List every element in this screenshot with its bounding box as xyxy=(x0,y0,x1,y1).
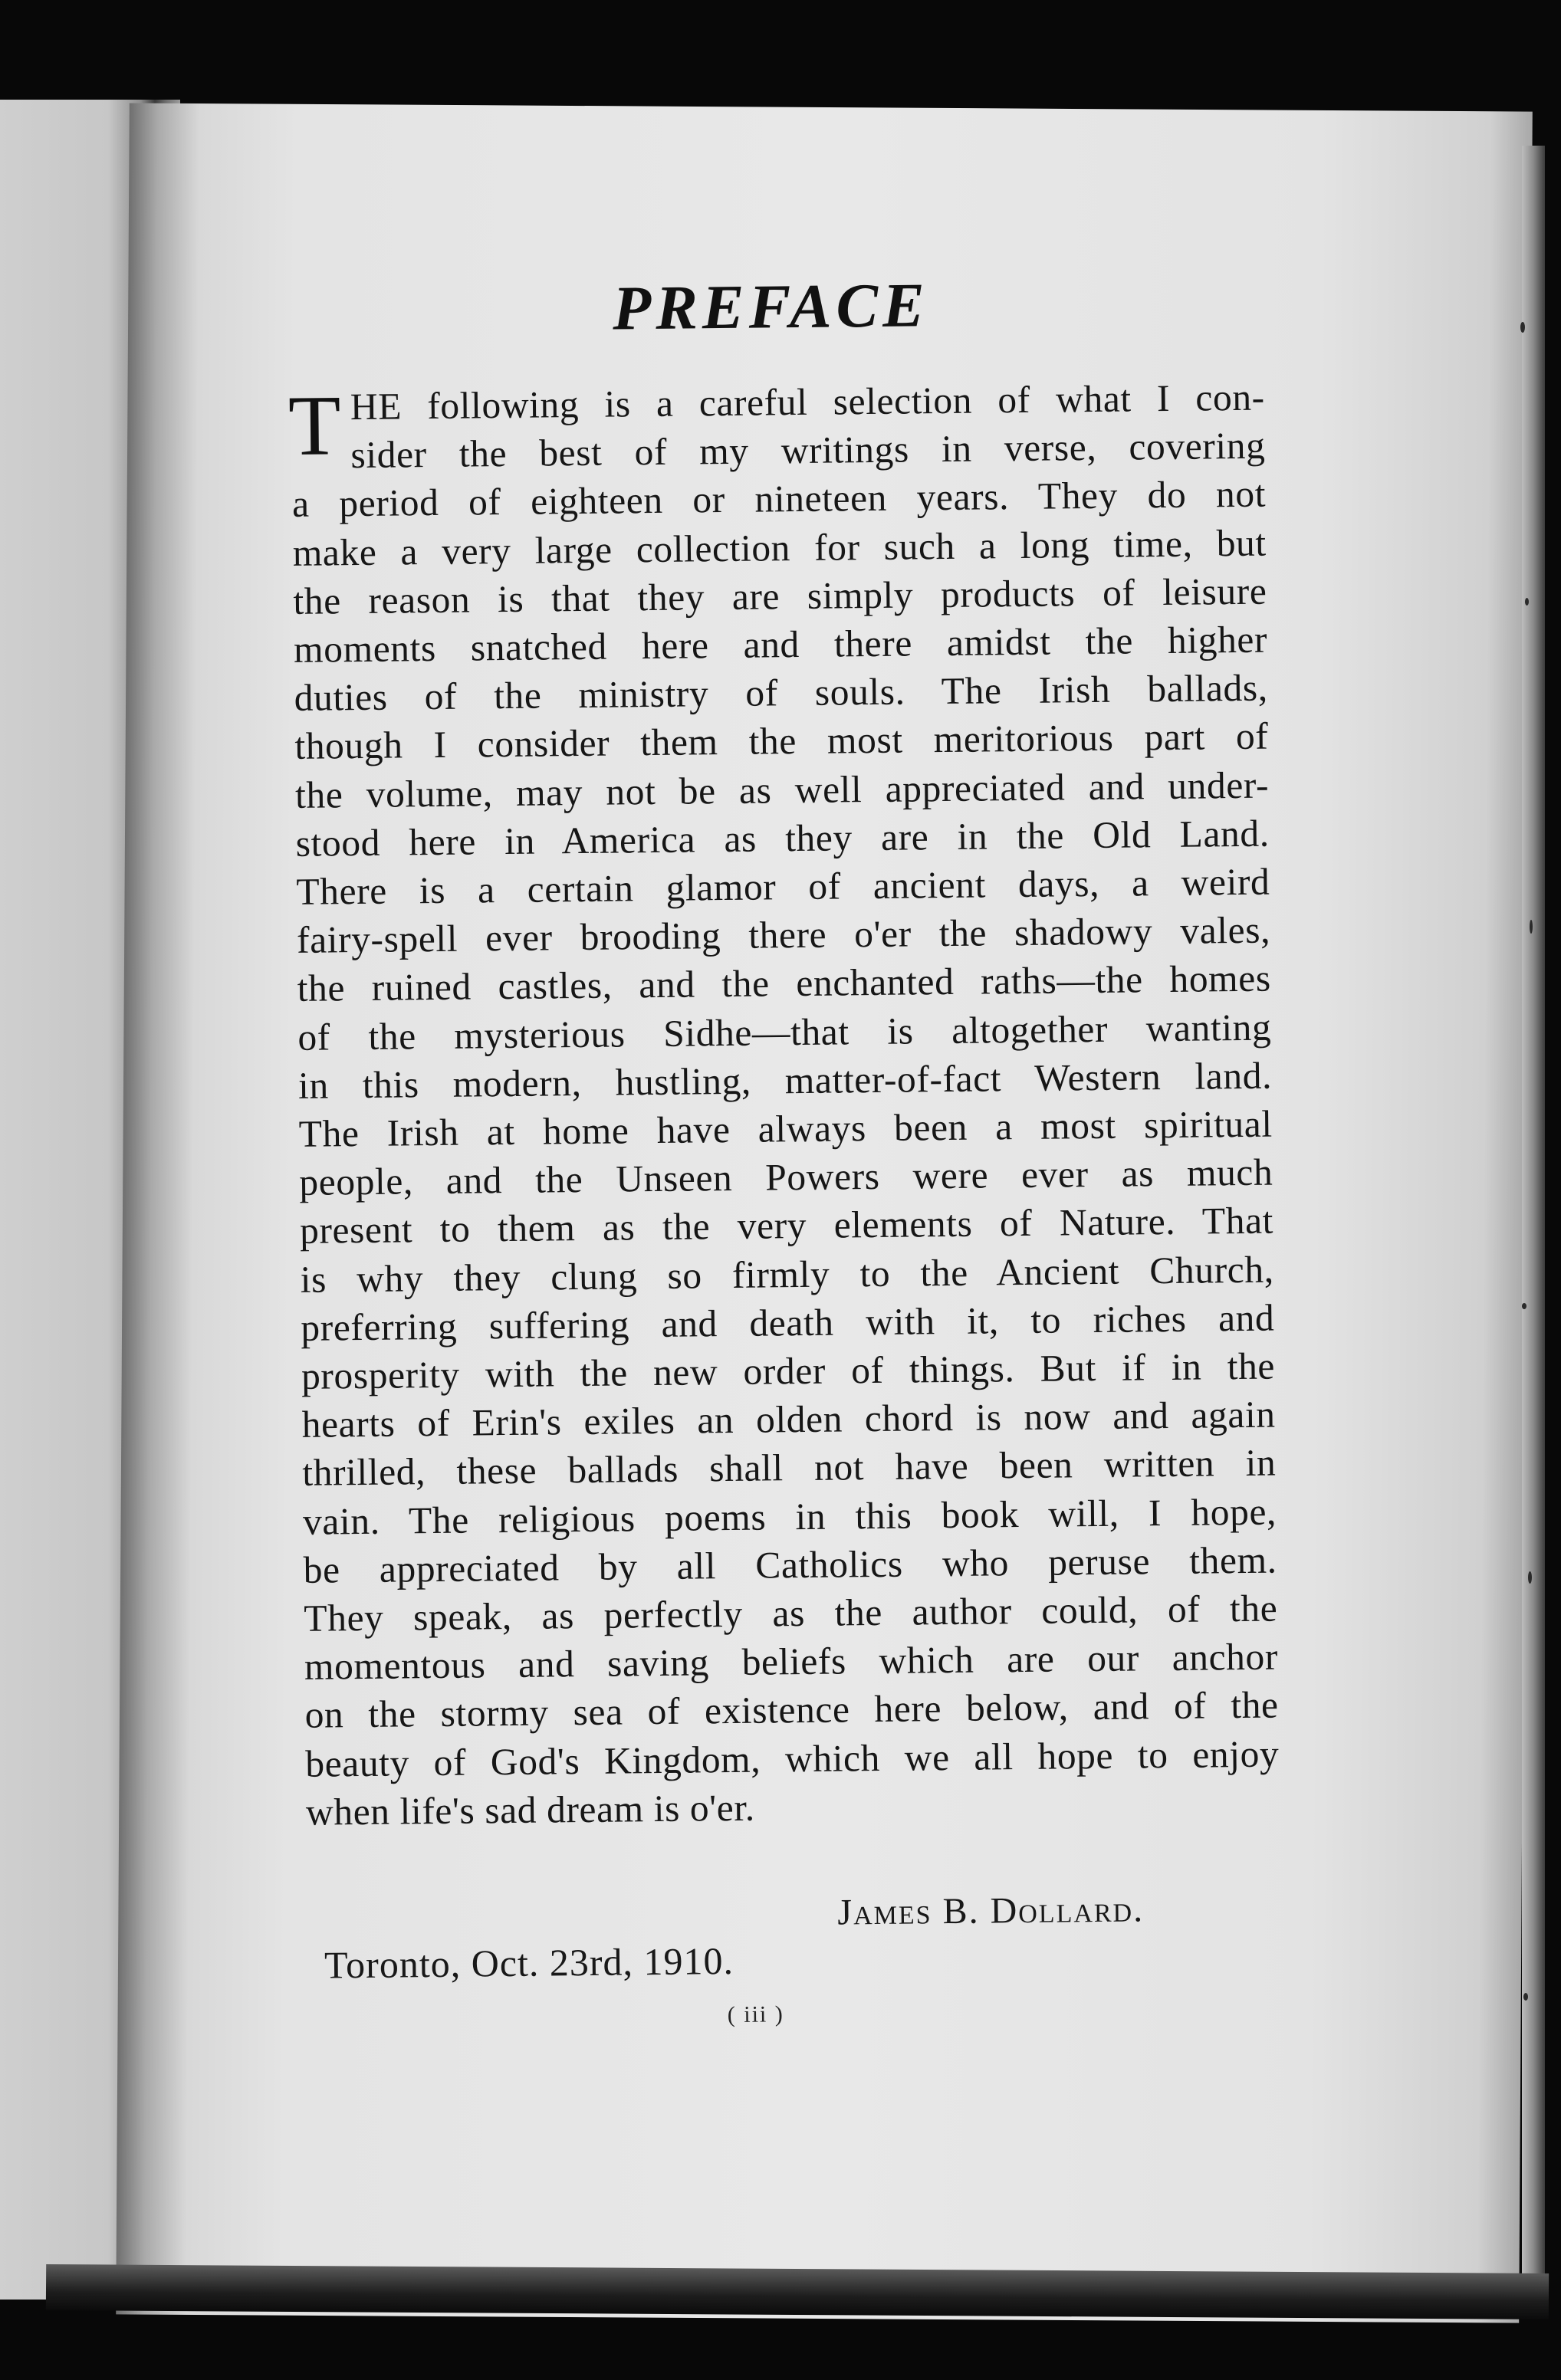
text-line: the reason is that they are simply products of leisure xyxy=(293,570,1267,622)
text-line: vain. The religious poems in this book will, I hope, xyxy=(302,1490,1277,1543)
text-line: prosperity with the new order of things. But if in the xyxy=(301,1344,1276,1397)
text-line: in this modern, hustling, matter-of-fact Western land. xyxy=(297,1054,1273,1107)
text-line: moments snatched here and there amidst the higher xyxy=(293,618,1268,671)
preface-body xyxy=(288,373,1280,1837)
text-line: thrilled, these ballads shall not have been written in xyxy=(302,1442,1277,1495)
page-bottom-edge xyxy=(46,2264,1549,2319)
text-line: present to them as the very elements of Nature. That xyxy=(299,1200,1274,1252)
scan-specks xyxy=(1514,230,1545,2300)
text-line-last: when life's sad dream is o'er. xyxy=(305,1786,755,1833)
page-title: PREFACE xyxy=(612,270,930,343)
text-line: duties of the ministry of souls. The Irish ballads, xyxy=(294,666,1268,720)
text-line: momentous and saving beliefs which are our anchor xyxy=(304,1635,1279,1689)
text-line: people, and the Unseen Powers were ever as much xyxy=(299,1151,1273,1204)
text-line: be appreciated by all Catholics who peruse them. xyxy=(303,1538,1277,1591)
text-line: though I consider them the most meritorious part of xyxy=(294,715,1269,768)
opening-paragraph-start xyxy=(288,373,1266,481)
text-line: on the stormy sea of existence here below, and of the xyxy=(304,1684,1279,1737)
text-line: is why they clung so firmly to the Ancient Church, xyxy=(300,1248,1274,1301)
author-signature: James B. Dollard. xyxy=(837,1889,1145,1933)
text-line: They speak, as perfectly as the author could, of the xyxy=(304,1587,1278,1640)
text-line: sider the best of my writings in verse, covering xyxy=(350,424,1266,477)
text-line: preferring suffering and death with it, to riches and xyxy=(301,1296,1275,1349)
text-line: hearts of Erin's exiles an olden chord is now and again xyxy=(301,1393,1276,1446)
text-line: of the mysterious Sidhe—that is altogether wanting xyxy=(297,1006,1272,1059)
text-line: make a very large collection for such a long time, but xyxy=(292,521,1267,574)
place-date: Toronto, Oct. 23rd, 1910. xyxy=(324,1938,734,1987)
text-line: HE following is a careful selection of what I con- xyxy=(350,376,1266,428)
drop-cap: T xyxy=(288,378,342,474)
text-line: fairy-spell ever brooding there o'er the shadowy vales, xyxy=(296,908,1271,962)
text-line: beauty of God's Kingdom, which we all hope to enjoy xyxy=(305,1732,1280,1785)
page-number: ( iii ) xyxy=(727,2001,784,2028)
text-line: The Irish at home have always been a most spiritual xyxy=(298,1102,1273,1155)
text-line: There is a certain glamor of ancient days, a weird xyxy=(296,860,1270,913)
text-line: the ruined castles, and the enchanted raths—the homes xyxy=(297,957,1271,1010)
text-line: the volume, may not be as well appreciated and under- xyxy=(294,763,1270,816)
text-line: a period of eighteen or nineteen years. They do not xyxy=(291,473,1267,526)
text-line: stood here in America as they are in the Old Land. xyxy=(295,812,1270,865)
